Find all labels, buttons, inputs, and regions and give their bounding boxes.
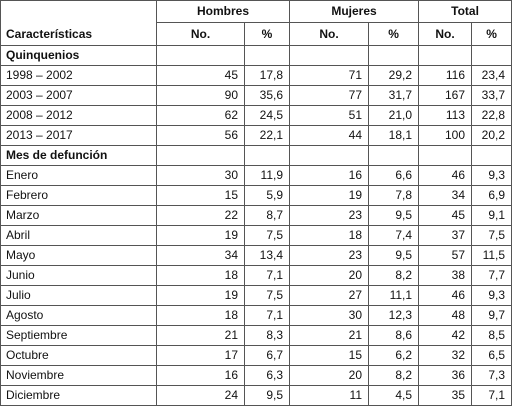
cell-mujeres-pct: 8,6 (369, 326, 419, 346)
table-row (1, 86, 512, 106)
table-row (1, 286, 512, 306)
cell-total-pct: 9,7 (472, 306, 512, 326)
cell-mujeres-no: 18 (290, 226, 369, 246)
cell-total-pct: 20,2 (472, 126, 512, 146)
cell-hombres-pct: 7,5 (245, 226, 290, 246)
cell-hombres-pct: 8,3 (245, 326, 290, 346)
cell-hombres-no: 24 (157, 386, 245, 406)
cell-total-pct: 6,5 (472, 346, 512, 366)
row-label: 2013 – 2017 (1, 126, 157, 146)
cell-mujeres-pct: 31,7 (369, 86, 419, 106)
cell-mujeres-no: 20 (290, 266, 369, 286)
cell-mujeres-pct: 18,1 (369, 126, 419, 146)
cell-total-no: 57 (419, 246, 472, 266)
cell-mujeres-pct: 8,2 (369, 366, 419, 386)
cell-hombres-pct: 24,5 (245, 106, 290, 126)
cell-total-pct: 11,5 (472, 246, 512, 266)
cell-hombres-no: 90 (157, 86, 245, 106)
cell-total-pct: 23,4 (472, 66, 512, 86)
cell-mujeres-no: 23 (290, 206, 369, 226)
cell-hombres-pct: 6,7 (245, 346, 290, 366)
cell-mujeres-no: 15 (290, 346, 369, 366)
cell-mujeres-pct: 21,0 (369, 106, 419, 126)
cell-hombres-pct: 9,5 (245, 386, 290, 406)
characteristics-header: Características (1, 1, 157, 46)
empty-cell (290, 46, 369, 66)
table-row (1, 246, 512, 266)
subheader-pct-hombres: % (245, 23, 290, 46)
cell-hombres-pct: 7,1 (245, 266, 290, 286)
cell-total-no: 46 (419, 286, 472, 306)
table-row (1, 106, 512, 126)
table-row (1, 346, 512, 366)
cell-mujeres-no: 71 (290, 66, 369, 86)
cell-total-no: 36 (419, 366, 472, 386)
group-header-total: Total (419, 1, 512, 23)
row-label: Febrero (1, 186, 157, 206)
cell-total-pct: 9,3 (472, 166, 512, 186)
cell-total-no: 45 (419, 206, 472, 226)
section-title: Mes de defunción (1, 146, 157, 166)
cell-hombres-pct: 11,9 (245, 166, 290, 186)
cell-mujeres-no: 21 (290, 326, 369, 346)
row-label: Junio (1, 266, 157, 286)
row-label: Diciembre (1, 386, 157, 406)
cell-total-pct: 7,3 (472, 366, 512, 386)
row-label: 2003 – 2007 (1, 86, 157, 106)
cell-hombres-no: 16 (157, 366, 245, 386)
cell-mujeres-no: 11 (290, 386, 369, 406)
cell-hombres-pct: 7,5 (245, 286, 290, 306)
subheader-no-mujeres: No. (290, 23, 369, 46)
cell-total-no: 116 (419, 66, 472, 86)
cell-total-no: 32 (419, 346, 472, 366)
empty-cell (290, 146, 369, 166)
cell-total-pct: 7,5 (472, 226, 512, 246)
group-header-mujeres: Mujeres (290, 1, 419, 23)
table-row (1, 166, 512, 186)
cell-total-no: 37 (419, 226, 472, 246)
cell-hombres-pct: 17,8 (245, 66, 290, 86)
cell-hombres-pct: 13,4 (245, 246, 290, 266)
cell-total-no: 42 (419, 326, 472, 346)
table-row (1, 66, 512, 86)
cell-hombres-pct: 35,6 (245, 86, 290, 106)
table-row (1, 226, 512, 246)
empty-cell (419, 46, 472, 66)
empty-cell (245, 46, 290, 66)
cell-total-pct: 7,1 (472, 386, 512, 406)
cell-mujeres-no: 44 (290, 126, 369, 146)
empty-cell (472, 46, 512, 66)
cell-hombres-no: 19 (157, 226, 245, 246)
cell-hombres-no: 15 (157, 186, 245, 206)
cell-total-no: 38 (419, 266, 472, 286)
cell-total-pct: 22,8 (472, 106, 512, 126)
cell-mujeres-pct: 6,6 (369, 166, 419, 186)
row-label: Septiembre (1, 326, 157, 346)
empty-cell (369, 46, 419, 66)
empty-cell (419, 146, 472, 166)
row-label: Mayo (1, 246, 157, 266)
cell-hombres-no: 56 (157, 126, 245, 146)
cell-total-pct: 9,1 (472, 206, 512, 226)
empty-cell (245, 146, 290, 166)
cell-total-no: 35 (419, 386, 472, 406)
subheader-no-total: No. (419, 23, 472, 46)
row-label: Abril (1, 226, 157, 246)
row-label: Agosto (1, 306, 157, 326)
cell-total-pct: 9,3 (472, 286, 512, 306)
subheader-pct-mujeres: % (369, 23, 419, 46)
cell-total-pct: 8,5 (472, 326, 512, 346)
section-row (1, 46, 512, 66)
cell-hombres-no: 45 (157, 66, 245, 86)
cell-hombres-pct: 22,1 (245, 126, 290, 146)
cell-mujeres-no: 27 (290, 286, 369, 306)
cell-mujeres-no: 20 (290, 366, 369, 386)
section-row (1, 146, 512, 166)
section-title: Quinquenios (1, 46, 157, 66)
empty-cell (472, 146, 512, 166)
empty-cell (369, 146, 419, 166)
group-header-hombres: Hombres (157, 1, 290, 23)
cell-hombres-no: 30 (157, 166, 245, 186)
cell-total-pct: 6,9 (472, 186, 512, 206)
cell-mujeres-no: 23 (290, 246, 369, 266)
table-row (1, 266, 512, 286)
cell-mujeres-pct: 12,3 (369, 306, 419, 326)
header-group-row (1, 1, 512, 23)
cell-hombres-no: 17 (157, 346, 245, 366)
cell-hombres-no: 18 (157, 306, 245, 326)
table-row (1, 206, 512, 226)
cell-hombres-no: 19 (157, 286, 245, 306)
cell-mujeres-pct: 7,4 (369, 226, 419, 246)
cell-hombres-no: 18 (157, 266, 245, 286)
cell-total-no: 113 (419, 106, 472, 126)
table-row (1, 126, 512, 146)
table-row (1, 186, 512, 206)
cell-total-no: 100 (419, 126, 472, 146)
cell-mujeres-pct: 7,8 (369, 186, 419, 206)
cell-total-no: 34 (419, 186, 472, 206)
cell-hombres-pct: 7,1 (245, 306, 290, 326)
cell-mujeres-pct: 8,2 (369, 266, 419, 286)
cell-hombres-no: 21 (157, 326, 245, 346)
empty-cell (157, 146, 245, 166)
cell-mujeres-pct: 11,1 (369, 286, 419, 306)
cell-mujeres-no: 16 (290, 166, 369, 186)
cell-mujeres-no: 51 (290, 106, 369, 126)
row-label: Julio (1, 286, 157, 306)
cell-hombres-pct: 5,9 (245, 186, 290, 206)
cell-mujeres-no: 19 (290, 186, 369, 206)
cell-mujeres-pct: 29,2 (369, 66, 419, 86)
cell-hombres-no: 34 (157, 246, 245, 266)
cell-total-pct: 33,7 (472, 86, 512, 106)
cell-mujeres-no: 30 (290, 306, 369, 326)
table-row (1, 366, 512, 386)
cell-mujeres-pct: 9,5 (369, 206, 419, 226)
row-label: 1998 – 2002 (1, 66, 157, 86)
empty-cell (157, 46, 245, 66)
subheader-pct-total: % (472, 23, 512, 46)
cell-hombres-pct: 8,7 (245, 206, 290, 226)
cell-total-no: 48 (419, 306, 472, 326)
row-label: Octubre (1, 346, 157, 366)
row-label: 2008 – 2012 (1, 106, 157, 126)
cell-hombres-pct: 6,3 (245, 366, 290, 386)
cell-total-no: 46 (419, 166, 472, 186)
cell-mujeres-pct: 4,5 (369, 386, 419, 406)
cell-mujeres-no: 77 (290, 86, 369, 106)
row-label: Noviembre (1, 366, 157, 386)
row-label: Marzo (1, 206, 157, 226)
cell-hombres-no: 62 (157, 106, 245, 126)
table-row (1, 306, 512, 326)
cell-hombres-no: 22 (157, 206, 245, 226)
cell-total-no: 167 (419, 86, 472, 106)
table-row (1, 326, 512, 346)
cell-total-pct: 7,7 (472, 266, 512, 286)
subheader-no-hombres: No. (157, 23, 245, 46)
cell-mujeres-pct: 9,5 (369, 246, 419, 266)
cell-mujeres-pct: 6,2 (369, 346, 419, 366)
row-label: Enero (1, 166, 157, 186)
